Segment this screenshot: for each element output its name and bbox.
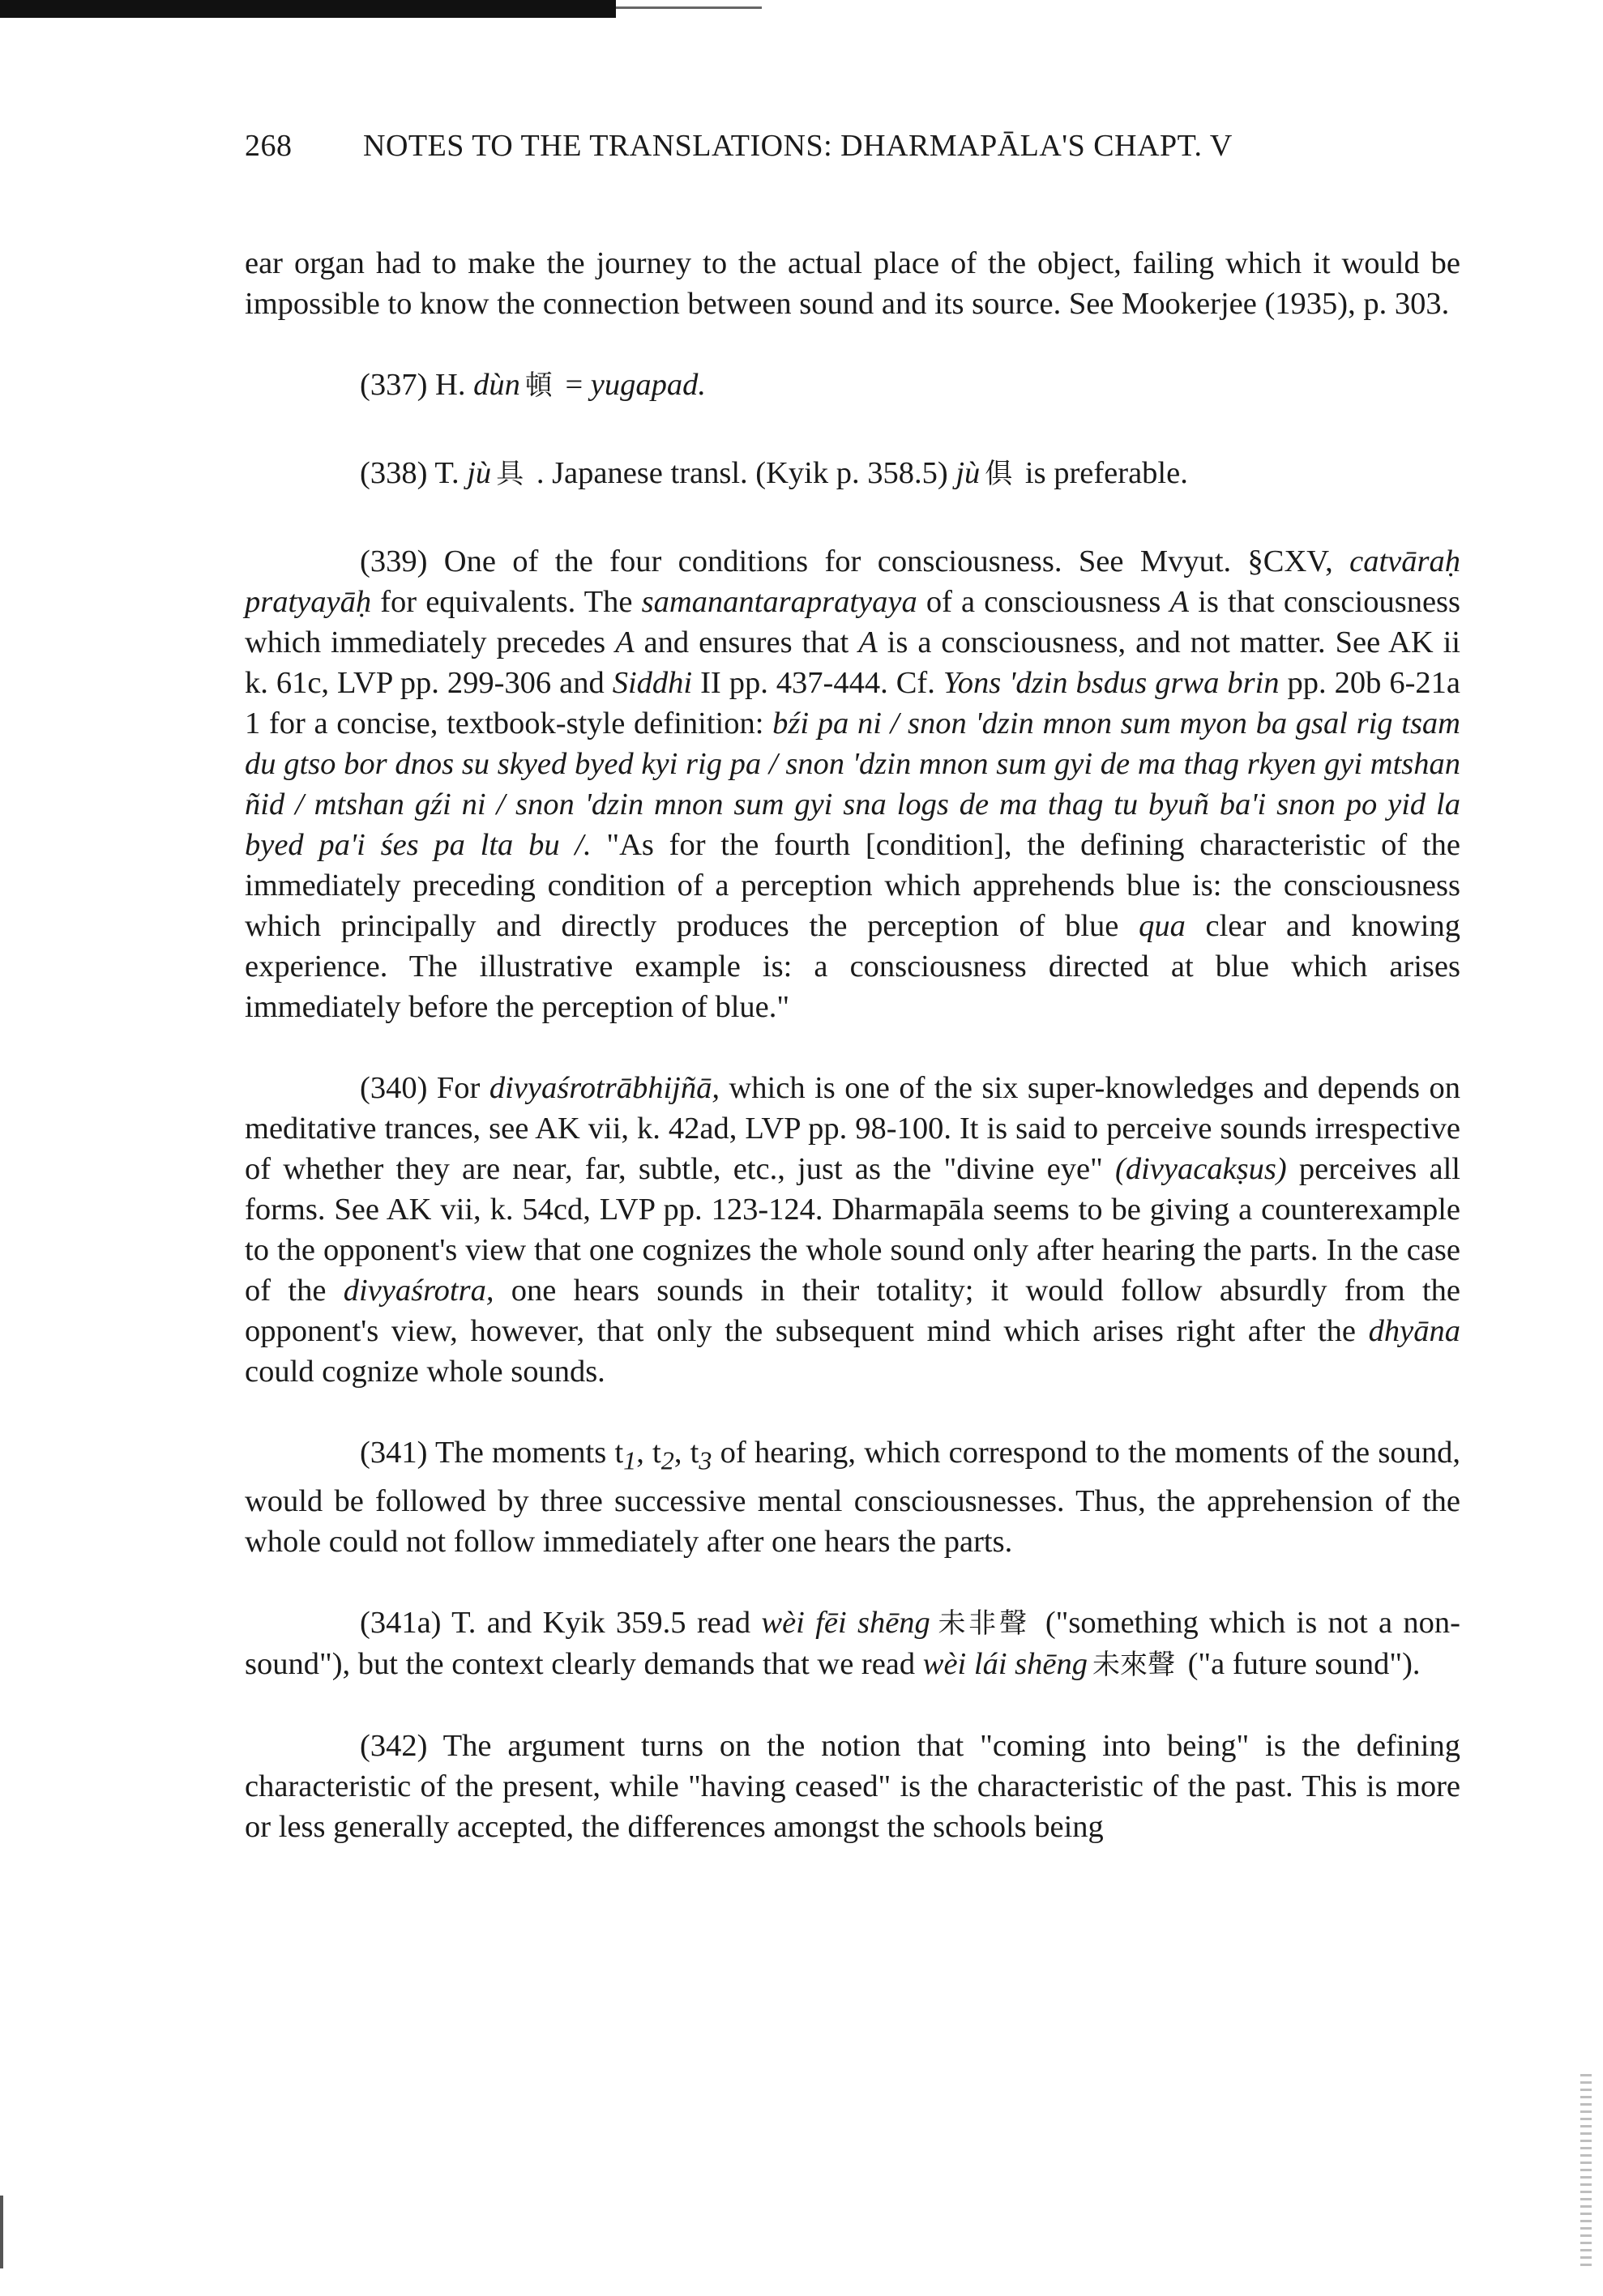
note-340-text: could cognize whole sounds. — [245, 1355, 605, 1389]
note-341a — [245, 1603, 1460, 1685]
scan-edge-artifact — [1580, 2074, 1592, 2268]
note-339-text: pp. 20b 6-21a 1 for a concise, textbook-style definition: — [245, 666, 1460, 740]
note-337-text: = — [557, 368, 591, 402]
note-341-subscript: 2 — [660, 1445, 674, 1475]
scan-left-mark — [0, 2196, 3, 2268]
note-340-term: (divyacakṣus) — [1115, 1152, 1287, 1186]
note-340-term: divyaśrotrābhijñā, — [489, 1071, 720, 1105]
note-339-term: qua — [1139, 909, 1186, 943]
running-header — [245, 128, 1233, 164]
note-339-text: for equivalents. The — [371, 585, 642, 619]
note-341-text: , t — [673, 1436, 699, 1470]
note-339-term: A — [858, 625, 878, 659]
note-341-subscript: 3 — [699, 1445, 712, 1475]
note-339-text: II pp. 437-444. Cf. — [692, 666, 943, 700]
note-341-subscript: 1 — [623, 1445, 637, 1475]
note-341a-characters: 未來聲 — [1092, 1648, 1175, 1681]
note-338-text: . Japanese transl. (Kyik p. 358.5) — [528, 456, 956, 490]
note-338-character: 俱 — [985, 458, 1013, 490]
note-339-text: clear and knowing experience. The illustrative example is: a consciousness directed at blue which arises immediately before the perception of blue." — [245, 909, 1460, 1024]
note-341a-text: ("a future sound"). — [1179, 1646, 1421, 1681]
note-340-text: perceives all forms. See AK vii, k. 54cd, LVP pp. 123-124. Dharmapāla seems to be giving a counterexample to the opponent's view that one cognizes the whole sound only after hearing the parts. In the case of the — [245, 1152, 1460, 1308]
note-339-term: samanantarapratyaya — [641, 585, 917, 619]
note-337-term: yugapad. — [590, 368, 707, 402]
note-340-text: one hears sounds in their totality; it would follow absurdly from the opponent's view, however, that only the subsequent mind which arises right after the — [245, 1274, 1460, 1348]
note-341-text: , t — [636, 1436, 661, 1470]
note-341a-term: wèi fēi shēng — [761, 1605, 930, 1640]
note-339-term: A — [1169, 585, 1190, 619]
continued-paragraph: ear organ had to make the journey to the actual place of the object, failing which it would be impossible to know the connection between sound and its source. See Mookerjee (1935), p. 303. — [245, 246, 1460, 321]
running-title: NOTES TO THE TRANSLATIONS: DHARMAPĀLA'S CHAPT. V — [363, 129, 1233, 163]
note-341-text: (341) The moments t — [360, 1436, 624, 1470]
note-339-tibetan-quote: bźi pa ni / snon 'dzin mnon sum myon ba gsal rig tsam du gtso bor dnos su skyed byed kyi rig pa / snon 'dzin mnon sum gyi de ma thag rkyen gyi mtshan ñid / mtshan gźi ni / snon 'dzin mnon sum gyi sna logs de ma thag tu byuñ ba'i snon po yid la byed pa'i śes pa lta bu /. — [245, 706, 1460, 862]
note-339-term: catvāraḥ pratyayāḥ — [245, 544, 1460, 619]
note-341a-term: wèi lái shēng — [922, 1646, 1088, 1681]
note-338-character: 具 — [496, 458, 524, 490]
note-337-term: dùn — [473, 368, 520, 402]
note-340-term: divyaśrotra, — [343, 1274, 494, 1308]
scan-top-rule — [0, 0, 616, 18]
note-338-text: is preferable. — [1017, 456, 1188, 490]
note-339-text: of a consciousness — [917, 585, 1170, 619]
note-338-text: (338) T. — [360, 456, 468, 490]
note-339-term: A — [615, 625, 635, 659]
note-339 — [245, 541, 1460, 1027]
note-339-text: is that consciousness which immediately precedes — [245, 585, 1460, 659]
note-341a-text: (341a) T. and Kyik 359.5 read — [360, 1605, 762, 1640]
note-341-text: of hearing, which correspond to the moments of the sound, would be followed by three successive mental consciousnesses. Thus, the apprehension of the whole could not follow immediately after one hears the parts. — [245, 1436, 1460, 1559]
page-number: 268 — [245, 129, 293, 163]
scan-top-rule-tail — [616, 6, 762, 9]
note-342: (342) The argument turns on the notion that "coming into being" is the defining characteristic of the present, while "having ceased" is the characteristic of the past. This is more or less generally accepted, the differences amongst the schools being — [245, 1728, 1460, 1844]
note-339-text: and ensures that — [634, 625, 859, 659]
note-341a-characters: 未非聲 — [934, 1607, 1030, 1640]
note-339-text: is a consciousness, and not matter. See AK ii k. 61c, LVP pp. 299-306 and — [245, 625, 1460, 700]
page-body — [245, 243, 1460, 1847]
note-337-text: (337) H. — [360, 368, 474, 402]
note-339-term: Siddhi — [612, 666, 693, 700]
note-339-text: (339) One of the four conditions for consciousness. See Mvyut. §CXV, — [360, 544, 1350, 578]
note-341 — [245, 1432, 1460, 1562]
note-340 — [245, 1068, 1460, 1392]
note-338-term: jù — [955, 456, 981, 490]
note-337 — [245, 365, 1460, 406]
note-339-term: Yons 'dzin bsdus grwa brin — [943, 666, 1280, 700]
note-339-text: "As for the fourth [condition], the defining characteristic of the immediately preceding condition of a perception which apprehends blue is: the consciousness which principally and directly produces the perception of blue — [245, 828, 1461, 943]
note-337-character: 頓 — [524, 369, 553, 402]
note-340-text: (340) For — [360, 1071, 489, 1105]
note-340-text: which is one of the six super-knowledges and depends on meditative trances, see AK vii, k. 42ad, LVP pp. 98-100. It is said to perceive sounds irrespective of whether they are near, far, subtle, etc., just as the "divine eye" — [245, 1071, 1461, 1186]
note-338-term: jù — [467, 456, 492, 490]
note-341a-text: ("something which is not a non-sound"), but the context clearly demands that we read — [245, 1605, 1460, 1681]
note-340-term: dhyāna — [1368, 1314, 1460, 1348]
note-338 — [245, 453, 1460, 494]
